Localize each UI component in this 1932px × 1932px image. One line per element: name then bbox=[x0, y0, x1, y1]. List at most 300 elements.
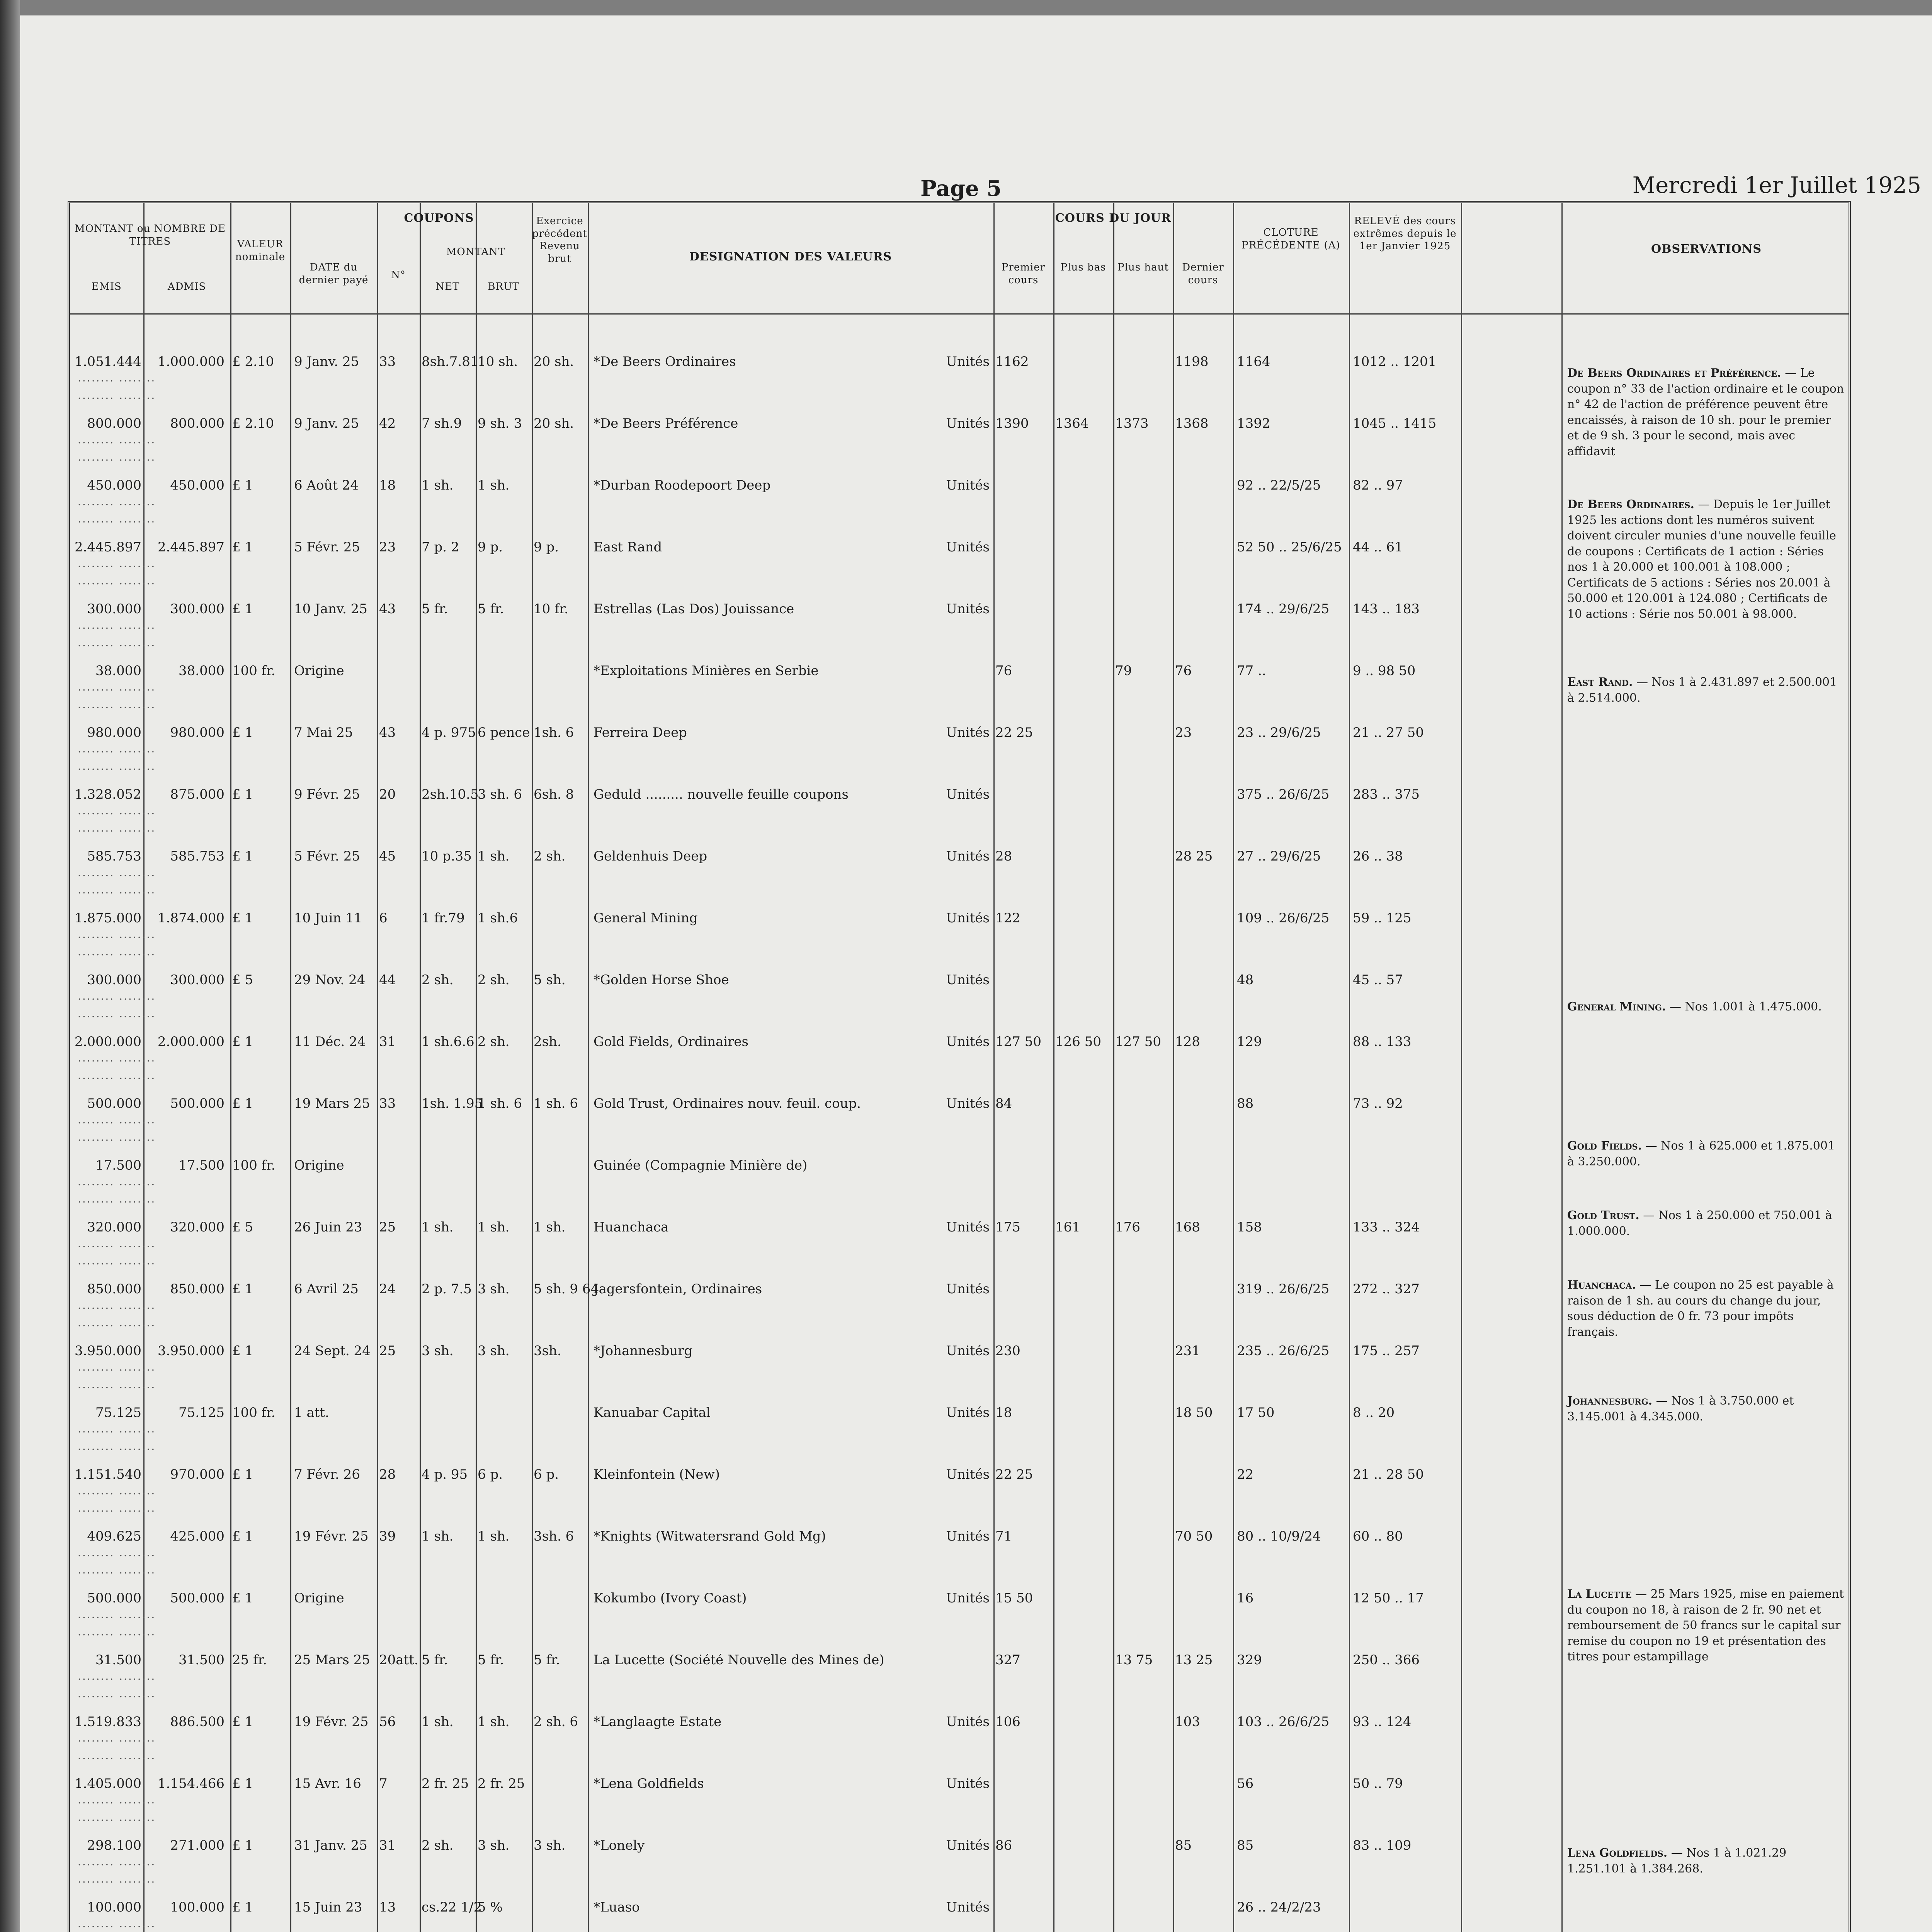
cell-rev: 3sh. bbox=[534, 1343, 561, 1359]
cell-cloture: 158 bbox=[1237, 1219, 1262, 1235]
observation-note bbox=[1567, 1138, 1845, 1170]
cell-admis: 800.000 bbox=[170, 416, 224, 431]
cell-emis: 100.000 bbox=[87, 1900, 141, 1915]
observation-note bbox=[1567, 1208, 1845, 1239]
cell-rev: 20 sh. bbox=[534, 354, 574, 369]
header-observations: OBSERVATIONS bbox=[1651, 242, 1762, 256]
cell-emis: 1.875.000 bbox=[74, 910, 141, 926]
cell-no: 44 bbox=[379, 972, 396, 988]
header-no: N° bbox=[391, 269, 406, 281]
cell-net: 1sh. 1.95 bbox=[422, 1096, 483, 1111]
cell-releve: 59 .. 125 bbox=[1353, 910, 1412, 926]
cell-dernier: 128 bbox=[1175, 1034, 1200, 1049]
cell-admis: 320.000 bbox=[170, 1219, 224, 1235]
cell-date: 29 Nov. 24 bbox=[294, 972, 366, 988]
cell-admis: 500.000 bbox=[170, 1590, 224, 1606]
cell-valeur: £ 1 bbox=[232, 1343, 253, 1359]
cell-no: 42 bbox=[379, 416, 396, 431]
cell-no: 7 bbox=[379, 1776, 388, 1791]
observation-title: De Beers Ordinaires et Préférence. bbox=[1567, 366, 1781, 380]
cell-haut: 1373 bbox=[1115, 416, 1149, 431]
observation-title: Lena Goldfields. bbox=[1567, 1846, 1668, 1860]
header-valeur: VALEUR nominale bbox=[235, 238, 286, 263]
cell-net: 10 p.35 bbox=[422, 849, 472, 864]
cell-premier: 230 bbox=[995, 1343, 1020, 1359]
cell-admis: 886.500 bbox=[170, 1714, 224, 1730]
cell-dernier: 76 bbox=[1175, 663, 1192, 679]
cell-rev: 10 fr. bbox=[534, 601, 568, 617]
cell-brut: 3 sh. bbox=[478, 1343, 510, 1359]
header-date-coupon: DATE du dernier payé bbox=[299, 262, 369, 286]
cell-admis: 970.000 bbox=[170, 1467, 224, 1482]
leader-dots: ........ ........ bbox=[78, 1811, 156, 1823]
cell-cloture: 103 .. 26/6/25 bbox=[1237, 1714, 1330, 1730]
cell-net: 5 fr. bbox=[422, 1652, 448, 1668]
cell-brut: 3 sh. bbox=[478, 1838, 510, 1853]
cell-valeur: £ 5 bbox=[232, 972, 253, 988]
cell-net: 7 p. 2 bbox=[422, 539, 459, 555]
cell-brut: 1 sh. bbox=[478, 1219, 510, 1235]
observation-note bbox=[1567, 1393, 1845, 1425]
cell-brut: 1 sh. bbox=[478, 849, 510, 864]
cell-valeur: £ 1 bbox=[232, 601, 253, 617]
cell-rev: 2 sh. bbox=[534, 849, 566, 864]
cell-releve: 88 .. 133 bbox=[1353, 1034, 1412, 1049]
cell-admis: 17.500 bbox=[179, 1158, 224, 1173]
leader-dots: ........ ........ bbox=[78, 1069, 156, 1082]
cell-rev: 6sh. 8 bbox=[534, 787, 574, 802]
cell-releve: 9 .. 98 50 bbox=[1353, 663, 1416, 679]
cell-releve: 1045 .. 1415 bbox=[1353, 416, 1437, 431]
leader-dots: ........ ........ bbox=[78, 451, 156, 463]
cell-cloture: 92 .. 22/5/25 bbox=[1237, 478, 1321, 493]
cell-cloture: 16 bbox=[1237, 1590, 1254, 1606]
cell-unit: Unités bbox=[946, 1529, 990, 1544]
page-date: Mercredi 1er Juillet 1925 bbox=[1632, 172, 1921, 198]
cell-releve: 50 .. 79 bbox=[1353, 1776, 1403, 1791]
cell-admis: 1.154.466 bbox=[157, 1776, 224, 1791]
cell-valeur: £ 1 bbox=[232, 787, 253, 802]
cell-unit: Unités bbox=[946, 1838, 990, 1853]
cell-unit: Unités bbox=[946, 416, 990, 431]
cell-valeur: £ 1 bbox=[232, 1838, 253, 1853]
leader-dots: ........ ........ bbox=[78, 1731, 156, 1744]
leader-dots: ........ ........ bbox=[78, 1563, 156, 1576]
cell-haut: 127 50 bbox=[1115, 1034, 1161, 1049]
cell-date: 9 Janv. 25 bbox=[294, 354, 359, 369]
cell-net: 3 sh. bbox=[422, 1343, 454, 1359]
leader-dots: ........ ........ bbox=[78, 1793, 156, 1806]
cell-no: 43 bbox=[379, 725, 396, 740]
cell-brut: 10 sh. bbox=[478, 354, 518, 369]
cell-brut: 9 p. bbox=[478, 539, 503, 555]
leader-dots: ........ ........ bbox=[78, 1917, 156, 1930]
cell-unit: Unités bbox=[946, 1034, 990, 1049]
cell-premier: 22 25 bbox=[995, 1467, 1033, 1482]
cell-no: 25 bbox=[379, 1219, 396, 1235]
cell-releve: 73 .. 92 bbox=[1353, 1096, 1403, 1111]
cell-unit: Unités bbox=[946, 1405, 990, 1420]
cell-date: 11 Déc. 24 bbox=[294, 1034, 366, 1049]
table-row bbox=[70, 1896, 1849, 1932]
cell-emis: 500.000 bbox=[87, 1590, 141, 1606]
leader-dots: ........ ........ bbox=[78, 512, 156, 525]
header-cours-du-jour: COURS DU JOUR bbox=[1055, 211, 1172, 225]
cell-date: Origine bbox=[294, 1590, 344, 1606]
cell-unit: Unités bbox=[946, 478, 990, 493]
cell-valeur: 100 fr. bbox=[232, 1158, 276, 1173]
cell-no: 43 bbox=[379, 601, 396, 617]
cell-name: Kleinfontein (New) bbox=[594, 1467, 720, 1482]
cell-date: 24 Sept. 24 bbox=[294, 1343, 371, 1359]
leader-dots: ........ ........ bbox=[78, 804, 156, 817]
cell-admis: 1.874.000 bbox=[157, 910, 224, 926]
cell-admis: 3.950.000 bbox=[157, 1343, 224, 1359]
cell-date: Origine bbox=[294, 663, 344, 679]
table-row bbox=[70, 783, 1849, 841]
cell-brut: 6 p. bbox=[478, 1467, 503, 1482]
observation-text: — Depuis le 1er Juillet 1925 les actions dont les numéros suivent doivent circuler munies d'une nouvelle feuille de coupons : Certificats de 1 action : Séries nos 1 à 20.000 et 100.001 à 108.000 ; Certificats de 5 actions : Séries nos 20.001 à 50.000 et 120.001 à 124.080 ; Certificats de 10 actions : Série nos 50.001 à 98.000. bbox=[1567, 498, 1836, 621]
cell-emis: 450.000 bbox=[87, 478, 141, 493]
cell-rev: 5 fr. bbox=[534, 1652, 560, 1668]
cell-premier: 84 bbox=[995, 1096, 1012, 1111]
header-net: NET bbox=[435, 281, 460, 293]
observation-title: Huanchaca. bbox=[1567, 1278, 1636, 1292]
cell-bas: 161 bbox=[1055, 1219, 1080, 1235]
cell-date: 6 Août 24 bbox=[294, 478, 359, 493]
observation-title: De Beers Ordinaires. bbox=[1567, 498, 1694, 511]
cell-premier: 106 bbox=[995, 1714, 1020, 1730]
observation-title: Gold Trust. bbox=[1567, 1209, 1639, 1222]
cell-valeur: £ 1 bbox=[232, 1900, 253, 1915]
header-plus-haut: Plus haut bbox=[1117, 262, 1169, 273]
observation-note bbox=[1567, 999, 1845, 1015]
cell-premier: 15 50 bbox=[995, 1590, 1033, 1606]
observation-text: — Nos 1 à 250.000 et 750.001 à 1.000.000. bbox=[1567, 1209, 1832, 1238]
cell-rev: 9 p. bbox=[534, 539, 559, 555]
cell-date: 9 Janv. 25 bbox=[294, 416, 359, 431]
leader-dots: ........ ........ bbox=[78, 1131, 156, 1143]
cell-admis: 425.000 bbox=[170, 1529, 224, 1544]
cell-emis: 1.328.052 bbox=[74, 787, 141, 802]
cell-releve: 283 .. 375 bbox=[1353, 787, 1420, 802]
leader-dots: ........ ........ bbox=[78, 1051, 156, 1064]
cell-cloture: 23 .. 29/6/25 bbox=[1237, 725, 1321, 740]
cell-name: Kanuabar Capital bbox=[594, 1405, 711, 1420]
cell-releve: 250 .. 366 bbox=[1353, 1652, 1420, 1668]
cell-valeur: £ 1 bbox=[232, 539, 253, 555]
observation-note bbox=[1567, 1587, 1845, 1665]
cell-rev: 6 p. bbox=[534, 1467, 559, 1482]
cell-name: Estrellas (Las Dos) Jouissance bbox=[594, 601, 794, 617]
cell-brut: 6 pence bbox=[478, 725, 530, 740]
cell-unit: Unités bbox=[946, 354, 990, 369]
cell-releve: 143 .. 183 bbox=[1353, 601, 1420, 617]
cell-no: 23 bbox=[379, 539, 396, 555]
cell-bas: 126 50 bbox=[1055, 1034, 1101, 1049]
cell-premier: 327 bbox=[995, 1652, 1020, 1668]
cell-premier: 22 25 bbox=[995, 725, 1033, 740]
table-row bbox=[70, 1710, 1849, 1768]
leader-dots: ........ ........ bbox=[78, 636, 156, 649]
cell-name: Kokumbo (Ivory Coast) bbox=[594, 1590, 747, 1606]
cell-name: Huanchaca bbox=[594, 1219, 669, 1235]
cell-brut: 3 sh. 6 bbox=[478, 787, 522, 802]
cell-releve: 45 .. 57 bbox=[1353, 972, 1403, 988]
cell-cloture: 77 .. bbox=[1237, 663, 1266, 679]
leader-dots: ........ ........ bbox=[78, 1440, 156, 1452]
cell-cloture: 48 bbox=[1237, 972, 1254, 988]
cell-cloture: 109 .. 26/6/25 bbox=[1237, 910, 1330, 926]
cell-emis: 1.519.833 bbox=[74, 1714, 141, 1730]
cell-admis: 271.000 bbox=[170, 1838, 224, 1853]
header-cloture: CLOTURE PRÉCÉDENTE (A) bbox=[1242, 227, 1340, 251]
cell-valeur: £ 1 bbox=[232, 1467, 253, 1482]
cell-dernier: 168 bbox=[1175, 1219, 1200, 1235]
cell-valeur: £ 5 bbox=[232, 1219, 253, 1235]
leader-dots: ........ ........ bbox=[78, 1361, 156, 1373]
leader-dots: ........ ........ bbox=[78, 389, 156, 401]
cell-cloture: 1392 bbox=[1237, 416, 1270, 431]
cell-name: *Lonely bbox=[594, 1838, 645, 1853]
cell-name: La Lucette (Société Nouvelle des Mines de) bbox=[594, 1652, 884, 1668]
cell-unit: Unités bbox=[946, 1590, 990, 1606]
cell-valeur: £ 1 bbox=[232, 1714, 253, 1730]
leader-dots: ........ ........ bbox=[78, 1625, 156, 1638]
cell-date: 19 Févr. 25 bbox=[294, 1529, 369, 1544]
cell-releve: 12 50 .. 17 bbox=[1353, 1590, 1424, 1606]
page-edge-shadow bbox=[0, 0, 20, 1932]
observation-note bbox=[1567, 366, 1845, 459]
cell-name: *De Beers Ordinaires bbox=[594, 354, 736, 369]
cell-cloture: 17 50 bbox=[1237, 1405, 1275, 1420]
table-row bbox=[70, 845, 1849, 903]
cell-no: 45 bbox=[379, 849, 396, 864]
cell-cloture: 319 .. 26/6/25 bbox=[1237, 1281, 1330, 1297]
leader-dots: ........ ........ bbox=[78, 1175, 156, 1188]
cell-date: 7 Févr. 26 bbox=[294, 1467, 360, 1482]
cell-date: 5 Févr. 25 bbox=[294, 849, 360, 864]
cell-name: *Exploitations Minières en Serbie bbox=[594, 663, 819, 679]
cell-name: *Langlaagte Estate bbox=[594, 1714, 722, 1730]
table-row bbox=[70, 1772, 1849, 1830]
cell-premier: 76 bbox=[995, 663, 1012, 679]
cell-admis: 300.000 bbox=[170, 972, 224, 988]
cell-premier: 122 bbox=[995, 910, 1020, 926]
cell-valeur: £ 1 bbox=[232, 1034, 253, 1049]
cell-dernier: 28 25 bbox=[1175, 849, 1213, 864]
cell-emis: 75.125 bbox=[95, 1405, 141, 1420]
cell-net: cs.22 1/2 bbox=[422, 1900, 482, 1915]
observation-title: East Rand. bbox=[1567, 675, 1633, 689]
header-releve: RELEVÉ des cours extrêmes depuis le 1er Janvier 1925 bbox=[1353, 215, 1457, 252]
cell-valeur: £ 1 bbox=[232, 478, 253, 493]
cell-unit: Unités bbox=[946, 1096, 990, 1111]
cell-cloture: 85 bbox=[1237, 1838, 1254, 1853]
cell-net: 1 sh. bbox=[422, 1219, 454, 1235]
leader-dots: ........ ........ bbox=[78, 1484, 156, 1497]
cell-name: Jagersfontein, Ordinaires bbox=[594, 1281, 762, 1297]
cell-cloture: 375 .. 26/6/25 bbox=[1237, 787, 1330, 802]
cell-emis: 1.151.540 bbox=[74, 1467, 141, 1482]
leader-dots: ........ ........ bbox=[78, 1299, 156, 1311]
leader-dots: ........ ........ bbox=[78, 1687, 156, 1700]
table-row bbox=[70, 906, 1849, 964]
cell-dernier: 13 25 bbox=[1175, 1652, 1213, 1668]
cell-admis: 875.000 bbox=[170, 787, 224, 802]
cell-no: 56 bbox=[379, 1714, 396, 1730]
cell-emis: 3.950.000 bbox=[74, 1343, 141, 1359]
cell-brut: 1 sh.6 bbox=[478, 910, 518, 926]
cell-haut: 176 bbox=[1115, 1219, 1140, 1235]
leader-dots: ........ ........ bbox=[78, 1007, 156, 1020]
observation-text: — Nos 1 à 1.021.29 1.251.101 à 1.384.268. bbox=[1567, 1846, 1787, 1876]
cell-brut: 2 sh. bbox=[478, 1034, 510, 1049]
table-row bbox=[70, 968, 1849, 1026]
cell-valeur: £ 1 bbox=[232, 1590, 253, 1606]
cell-brut: 1 sh. bbox=[478, 478, 510, 493]
cell-date: 5 Févr. 25 bbox=[294, 539, 360, 555]
cell-releve: 133 .. 324 bbox=[1353, 1219, 1420, 1235]
cell-rev: 2 sh. 6 bbox=[534, 1714, 578, 1730]
cell-emis: 585.753 bbox=[87, 849, 141, 864]
cell-no: 25 bbox=[379, 1343, 396, 1359]
header-montant: MONTANT ou NOMBRE DE TITRES bbox=[75, 223, 226, 247]
cell-date: 19 Mars 25 bbox=[294, 1096, 370, 1111]
leader-dots: ........ ........ bbox=[78, 928, 156, 940]
page-number: Page 5 bbox=[920, 176, 1002, 201]
table-row bbox=[70, 1030, 1849, 1088]
cell-no: 28 bbox=[379, 1467, 396, 1482]
cell-dernier: 18 50 bbox=[1175, 1405, 1213, 1420]
cell-emis: 409.625 bbox=[87, 1529, 141, 1544]
leader-dots: ........ ........ bbox=[78, 1192, 156, 1205]
cell-no: 39 bbox=[379, 1529, 396, 1544]
cell-date: 26 Juin 23 bbox=[294, 1219, 362, 1235]
leader-dots: ........ ........ bbox=[78, 1254, 156, 1267]
cell-name: *Knights (Witwatersrand Gold Mg) bbox=[594, 1529, 826, 1544]
cell-date: 9 Févr. 25 bbox=[294, 787, 360, 802]
cell-premier: 127 50 bbox=[995, 1034, 1041, 1049]
leader-dots: ........ ........ bbox=[78, 1855, 156, 1868]
cell-premier: 86 bbox=[995, 1838, 1012, 1853]
leader-dots: ........ ........ bbox=[78, 495, 156, 508]
cell-admis: 980.000 bbox=[170, 725, 224, 740]
observation-note bbox=[1567, 1845, 1845, 1877]
header-designation: DESIGNATION DES VALEURS bbox=[689, 250, 892, 264]
leader-dots: ........ ........ bbox=[78, 1749, 156, 1762]
cell-name: Gold Fields, Ordinaires bbox=[594, 1034, 748, 1049]
cell-cloture: 88 bbox=[1237, 1096, 1254, 1111]
cell-valeur: £ 1 bbox=[232, 1281, 253, 1297]
cell-admis: 450.000 bbox=[170, 478, 224, 493]
cell-unit: Unités bbox=[946, 1900, 990, 1915]
cell-date: 15 Avr. 16 bbox=[294, 1776, 361, 1791]
cell-unit: Unités bbox=[946, 787, 990, 802]
cell-releve: 1012 .. 1201 bbox=[1353, 354, 1437, 369]
cell-brut: 9 sh. 3 bbox=[478, 416, 522, 431]
cell-brut: 2 fr. 25 bbox=[478, 1776, 525, 1791]
header-premier: Premier cours bbox=[1001, 262, 1046, 286]
table-row bbox=[70, 721, 1849, 779]
cell-date: 10 Juin 11 bbox=[294, 910, 362, 926]
cell-admis: 38.000 bbox=[179, 663, 224, 679]
cell-cloture: 80 .. 10/9/24 bbox=[1237, 1529, 1321, 1544]
cell-name: *Golden Horse Shoe bbox=[594, 972, 729, 988]
cell-admis: 100.000 bbox=[170, 1900, 224, 1915]
cell-valeur: 100 fr. bbox=[232, 663, 276, 679]
cell-brut: 1 sh. bbox=[478, 1529, 510, 1544]
cell-releve: 83 .. 109 bbox=[1353, 1838, 1412, 1853]
cell-emis: 980.000 bbox=[87, 725, 141, 740]
cell-date: 19 Févr. 25 bbox=[294, 1714, 369, 1730]
cell-rev: 3 sh. bbox=[534, 1838, 566, 1853]
cell-admis: 500.000 bbox=[170, 1096, 224, 1111]
cell-cloture: 56 bbox=[1237, 1776, 1254, 1791]
cell-cloture: 329 bbox=[1237, 1652, 1262, 1668]
cell-unit: Unités bbox=[946, 539, 990, 555]
cell-net: 2sh.10.5 bbox=[422, 787, 479, 802]
cell-admis: 585.753 bbox=[170, 849, 224, 864]
cell-emis: 17.500 bbox=[95, 1158, 141, 1173]
observation-title: Gold Fields. bbox=[1567, 1139, 1642, 1153]
observation-title: Johannesburg. bbox=[1567, 1394, 1653, 1408]
cell-brut: 1 sh. bbox=[478, 1714, 510, 1730]
observation-title: General Mining. bbox=[1567, 1000, 1666, 1014]
header-emis: EMIS bbox=[92, 281, 122, 293]
cell-premier: 18 bbox=[995, 1405, 1012, 1420]
cell-dernier: 23 bbox=[1175, 725, 1192, 740]
cell-unit: Unités bbox=[946, 1714, 990, 1730]
cell-rev: 1 sh. bbox=[534, 1219, 566, 1235]
cell-no: 31 bbox=[379, 1034, 396, 1049]
cell-no: 33 bbox=[379, 354, 396, 369]
cell-emis: 800.000 bbox=[87, 416, 141, 431]
observation-note bbox=[1567, 675, 1845, 706]
cell-rev: 2sh. bbox=[534, 1034, 561, 1049]
cell-name: General Mining bbox=[594, 910, 698, 926]
cell-net: 7 sh.9 bbox=[422, 416, 462, 431]
cell-premier: 71 bbox=[995, 1529, 1012, 1544]
observation-text: — Nos 1 à 3.750.000 et 3.145.001 à 4.345.000. bbox=[1567, 1394, 1794, 1423]
cell-net: 4 p. 975 bbox=[422, 725, 476, 740]
leader-dots: ........ ........ bbox=[78, 990, 156, 1002]
cell-unit: Unités bbox=[946, 1343, 990, 1359]
cell-premier: 1162 bbox=[995, 354, 1029, 369]
cell-net: 2 p. 7.5 bbox=[422, 1281, 472, 1297]
cell-date: 1 att. bbox=[294, 1405, 329, 1420]
cell-unit: Unités bbox=[946, 972, 990, 988]
cell-unit: Unités bbox=[946, 1776, 990, 1791]
cell-releve: 272 .. 327 bbox=[1353, 1281, 1420, 1297]
cell-valeur: £ 2.10 bbox=[232, 354, 274, 369]
cell-name: *Luaso bbox=[594, 1900, 640, 1915]
leader-dots: ........ ........ bbox=[78, 1502, 156, 1514]
cell-name: *Lena Goldfields bbox=[594, 1776, 704, 1791]
cell-emis: 1.405.000 bbox=[74, 1776, 141, 1791]
cell-emis: 298.100 bbox=[87, 1838, 141, 1853]
header-exercice: Exercice précédent Revenu brut bbox=[532, 215, 587, 265]
cell-valeur: £ 1 bbox=[232, 910, 253, 926]
cell-dernier: 1368 bbox=[1175, 416, 1209, 431]
cell-no: 13 bbox=[379, 1900, 396, 1915]
leader-dots: ........ ........ bbox=[78, 821, 156, 834]
cell-rev: 3sh. 6 bbox=[534, 1529, 574, 1544]
leader-dots: ........ ........ bbox=[78, 742, 156, 755]
observation-text: — Le coupon n° 33 de l'action ordinaire et le coupon n° 42 de l'action de préférence peuvent être encaissés, à raison de 10 sh. pour le premier et de 9 sh. 3 pour le second, mais avec affidavit bbox=[1567, 366, 1844, 458]
cell-net: 8sh.7.81 bbox=[422, 354, 479, 369]
cell-cloture: 1164 bbox=[1237, 354, 1270, 369]
